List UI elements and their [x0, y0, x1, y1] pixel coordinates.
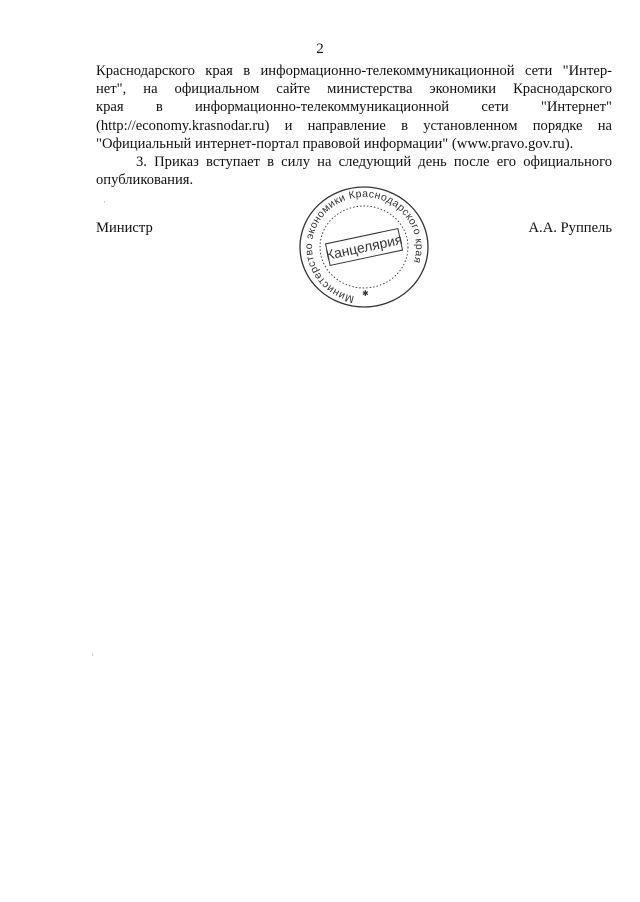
paragraph-1-line-2: нет", на официальном сайте министерства экономики Краснодарского [96, 81, 612, 98]
body-text [96, 62, 612, 189]
scan-artifact [92, 653, 93, 656]
signatory-title: Министр [96, 220, 153, 236]
paragraph-1 [96, 62, 612, 153]
stamp-center-text: Канцелярия [324, 231, 404, 263]
page-number: 2 [316, 41, 324, 57]
stamp-ring-text: Министерство экономики Краснодарского края [303, 187, 426, 306]
scan-artifact [104, 201, 105, 203]
stamp-seal-icon [296, 184, 432, 310]
stamp-star-icon: ✱ [362, 289, 369, 298]
paragraph-2-line-2: опубликования. [96, 172, 194, 189]
paragraph-1-line-3: края в информационно-телекоммуникационной сети "Интернет" [96, 99, 612, 116]
paragraph-1-line-4: (http://economy.krasnodar.ru) и направление в установленном порядке на [96, 117, 612, 134]
office-stamp [296, 184, 432, 310]
paragraph-1-line-5: "Официальный интернет-портал правовой информации" (www.pravo.gov.ru). [96, 135, 574, 152]
paragraph-2-line-1: 3. Приказ вступает в силу на следующий день после его официального [136, 154, 612, 171]
signatory-name: А.А. Руппель [528, 220, 612, 236]
paragraph-1-line-1: Краснодарского края в информационно-телекоммуникационной сети "Интер- [96, 63, 612, 79]
